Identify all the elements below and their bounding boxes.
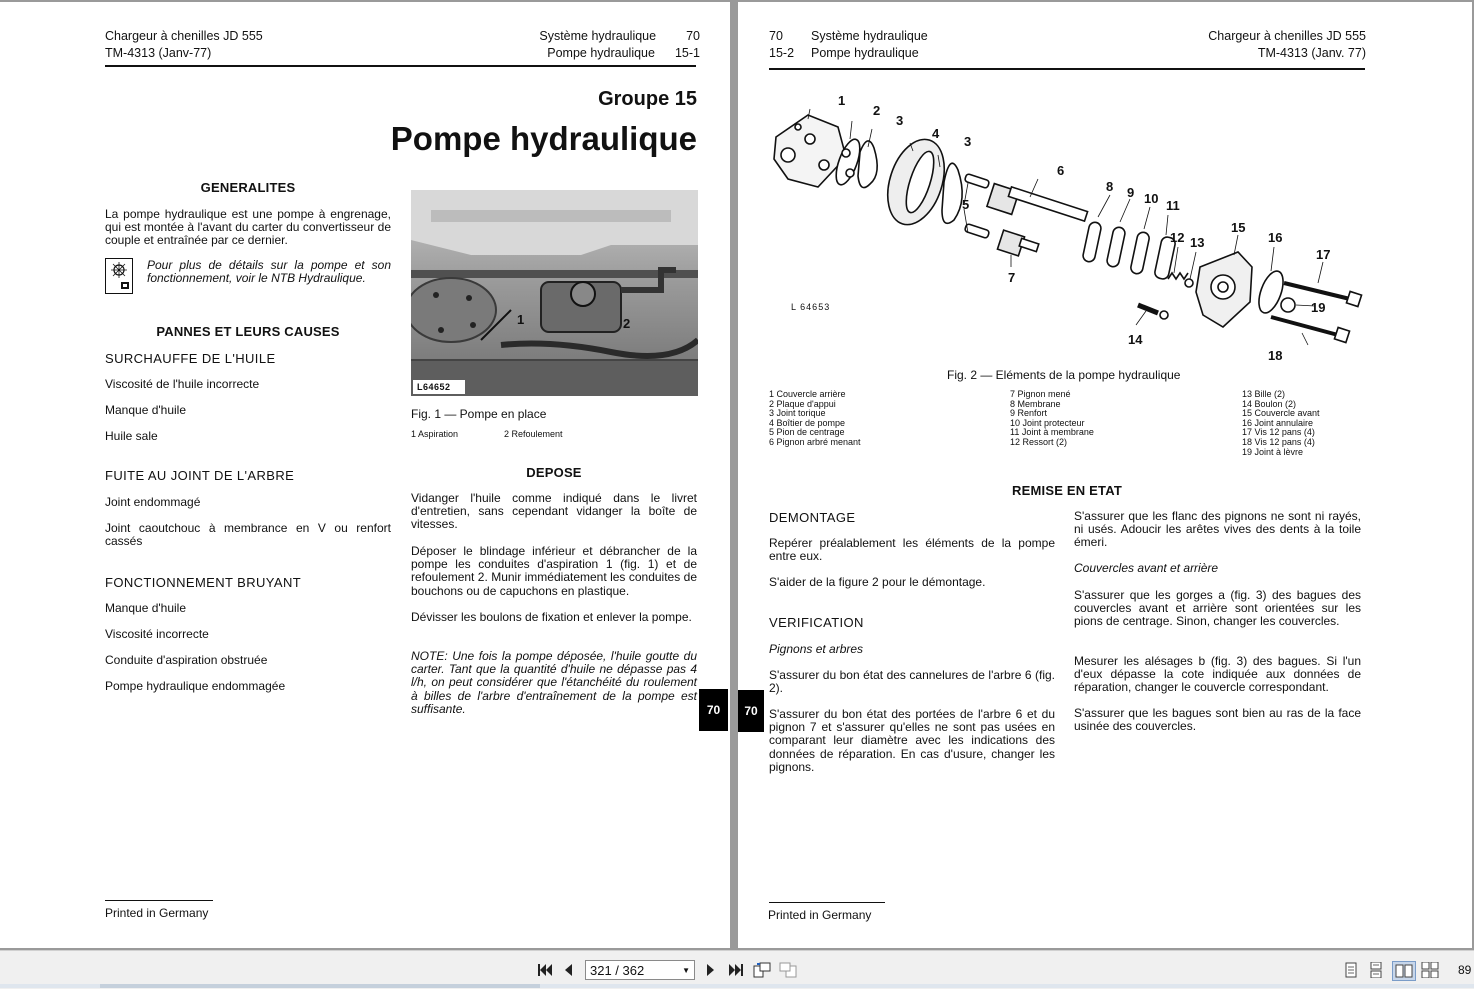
zoom-level: 89 — [1458, 963, 1472, 977]
next-page-icon[interactable] — [701, 961, 721, 979]
header-rule — [769, 68, 1365, 70]
header-title: Chargeur à chenilles JD 555 — [1208, 29, 1366, 43]
footer-text: Printed in Germany — [768, 908, 872, 922]
verification-paragraph-1: S'assurer du bon état des cannelures de l'arbre 6 (fig. 2). — [769, 668, 1055, 696]
generalites-note: Pour plus de détails sur la pompe et son fonctionnement, voir le NTB Hydraulique. — [147, 258, 391, 286]
legend-item: 6 Pignon arbré menant — [769, 436, 861, 447]
callout-label: 15 — [1231, 220, 1246, 235]
fig1-legend-2: 2 Refoulement — [504, 429, 563, 439]
legend-item: 19 Joint à lèvre — [1242, 446, 1304, 457]
prev-page-icon[interactable] — [558, 961, 578, 979]
depose-paragraph-2: Déposer le blindage inférieur et débrancher de la pompe les conduites d'aspiration 1 (fig. 1) et de refoulement 2. Munir immédiatement les conduites de bouchons ou de capuchons en plastique. — [411, 544, 697, 598]
callout-label: 7 — [1008, 270, 1016, 285]
callout-label: 2 — [873, 103, 881, 118]
callout-label: 3 — [964, 134, 972, 149]
photo-code: L64652 — [417, 382, 451, 392]
legend-item: 16 Joint annulaire — [1242, 417, 1314, 428]
legend-item: 2 Plaque d'appui — [769, 398, 836, 409]
first-page-icon[interactable] — [535, 961, 555, 979]
continuous-view-icon[interactable] — [1366, 961, 1386, 979]
header-doc-ref: TM-4313 (Janv-77) — [105, 46, 212, 60]
legend-item: 8 Membrane — [1010, 398, 1061, 409]
legend-item: 14 Boulon (2) — [1242, 398, 1297, 409]
col2-paragraph-2: S'assurer que les gorges a (fig. 3) des bagues des couvercles avant et arrière sont orientées sur les pions de centrage. Sinon, changer les couvercles. — [1074, 588, 1361, 629]
photo-callout-2: 2 — [623, 316, 631, 331]
legend-item: 18 Vis 12 pans (4) — [1242, 436, 1315, 447]
header-rule — [105, 65, 696, 67]
legend-item: 13 Bille (2) — [1242, 389, 1286, 399]
bruyant-title: FONCTIONNEMENT BRUYANT — [105, 575, 302, 590]
fig1-legend-1: 1 Aspiration — [411, 429, 459, 439]
rotate-clockwise-icon[interactable] — [752, 961, 772, 979]
header-subsection-label: Pompe hydraulique — [811, 46, 919, 60]
callout-label: 3 — [896, 113, 904, 128]
header-section-number: 70 — [686, 29, 700, 43]
list-item: Conduite d'aspiration obstruée — [105, 653, 268, 667]
callout-label: 6 — [1057, 163, 1065, 178]
list-item: Manque d'huile — [105, 601, 187, 615]
header-section-number: 70 — [769, 29, 783, 43]
demontage-title: DEMONTAGE — [769, 510, 856, 525]
fuite-title: FUITE AU JOINT DE L'ARBRE — [105, 468, 295, 483]
col2-paragraph-1: S'assurer que les flanc des pignons ne sont ni rayés, ni usés. Adoucir les arêtes vives des dents à la toile émeri. — [1074, 509, 1361, 550]
legend-item: 5 Pion de centrage — [769, 427, 845, 438]
header-left-block — [769, 28, 928, 62]
legend-item: 15 Couvercle avant — [1242, 408, 1320, 419]
left-document-page — [0, 2, 730, 948]
depose-note: NOTE: Une fois la pompe déposée, l'huile goutte du carter. Tant que la quantité d'huile ne dépasse pas 4 l/h, on peut considérer que l'étanchéité du roulement à billes de l'arbre d'entraînement de la pompe est suffisante. — [411, 649, 697, 716]
header-section-label: Système hydraulique — [811, 29, 928, 43]
callout-label: 12 — [1170, 230, 1185, 245]
legend-item: 17 Vis 12 pans (4) — [1242, 427, 1315, 438]
continuous-facing-view-icon[interactable] — [1420, 961, 1440, 979]
list-item: Manque d'huile — [105, 403, 187, 417]
callout-label: 19 — [1311, 300, 1326, 315]
callout-label: 18 — [1268, 348, 1283, 363]
pannes-heading: PANNES ET LEURS CAUSES — [156, 324, 340, 339]
pump-photo — [411, 190, 698, 396]
verification-paragraph-2: S'assurer du bon état des portées de l'arbre 6 et du pignon 7 et s'assurer qu'elles ne sont pas usées en comparant leur diamètre avec les indications des données de réparation. En cas d'usure, changer les pignons. — [769, 707, 1055, 774]
header-subsection-label: Pompe hydraulique — [547, 46, 655, 60]
horizontal-scrollbar[interactable] — [0, 984, 1474, 988]
section-tab: 70 — [738, 690, 764, 732]
rotate-counterclockwise-icon[interactable] — [778, 961, 798, 979]
header-title: Chargeur à chenilles JD 555 — [105, 29, 263, 43]
depose-heading: DEPOSE — [526, 465, 582, 480]
verification-title: VERIFICATION — [769, 615, 864, 630]
callout-label: 14 — [1128, 332, 1143, 347]
header-right-block — [1208, 28, 1366, 62]
col2-paragraph-4: S'assurer que les bagues sont bien au ras de la face usinée des couvercles. — [1074, 706, 1361, 734]
list-item: Joint endommagé — [105, 495, 201, 509]
depose-paragraph-1: Vidanger l'huile comme indiqué dans le livret d'entretien, sans cependant vidanger la boîte de vitesses. — [411, 491, 697, 532]
generalites-text: La pompe hydraulique est une pompe à engrenage, qui est montée à l'avant du carter du convertisseur de couple et entraînée par ce dernier. — [105, 207, 391, 248]
fig1-caption: Fig. 1 — Pompe en place — [411, 407, 547, 421]
verification-subtitle: Pignons et arbres — [769, 642, 864, 656]
page-title: Pompe hydraulique — [390, 120, 697, 157]
photo-callout-1: 1 — [517, 312, 525, 327]
exploded-pump-diagram — [768, 87, 1368, 367]
list-item: Viscosité incorrecte — [105, 627, 209, 641]
callout-label: 10 — [1144, 191, 1159, 206]
header-right-block — [510, 28, 700, 62]
footer-rule — [105, 900, 213, 901]
header-subsection-number: 15-1 — [674, 46, 700, 60]
footer-text: Printed in Germany — [105, 906, 209, 920]
legend-item: 9 Renfort — [1010, 408, 1048, 419]
callout-label: 9 — [1127, 185, 1135, 200]
group-heading: Groupe 15 — [598, 88, 697, 110]
col2-paragraph-3: Mesurer les alésages b (fig. 3) des bagues. Si l'un d'eux dépasse la cote indiquée aux données de réparation, changer le couvercle correspondant. — [1074, 654, 1361, 695]
callout-label: 17 — [1316, 247, 1331, 262]
surchauffe-title: SURCHAUFFE DE L'HUILE — [105, 351, 276, 366]
callout-label: 11 — [1166, 198, 1180, 213]
fig2-legend-column-3 — [1242, 390, 1320, 457]
facing-view-icon[interactable] — [1392, 961, 1416, 981]
header-section-label: Système hydraulique — [539, 29, 657, 43]
right-document-page — [738, 2, 1472, 948]
legend-item: 12 Ressort (2) — [1010, 436, 1068, 447]
depose-paragraph-3: Dévisser les boulons de fixation et enlever la pompe. — [411, 610, 692, 624]
demontage-paragraph-1: Repérer préalablement les éléments de la pompe entre eux. — [769, 536, 1055, 564]
demontage-paragraph-2: S'aider de la figure 2 pour le démontage. — [769, 575, 986, 589]
book-reference-icon — [105, 258, 133, 294]
header-subsection-number: 15-2 — [769, 46, 795, 60]
generalites-heading: GENERALITES — [200, 180, 296, 195]
legend-item: 10 Joint protecteur — [1010, 417, 1085, 428]
legend-item: 1 Couvercle arrière — [769, 389, 846, 399]
callout-label: 16 — [1268, 230, 1283, 245]
covers-subtitle: Couvercles avant et arrière — [1074, 561, 1219, 575]
header-left-block — [105, 28, 263, 62]
fig2-legend-column-1 — [769, 390, 861, 448]
callout-label: 5 — [962, 197, 970, 212]
list-item: Joint caoutchouc à membrance en V ou renfort cassés — [105, 521, 391, 549]
legend-item: 11 Joint à membrane — [1010, 427, 1094, 438]
footer-rule — [769, 902, 885, 903]
header-doc-ref: TM-4313 (Janv. 77) — [1257, 46, 1366, 60]
page-number-select[interactable] — [585, 960, 695, 980]
page-number-value: 321 / 362 — [590, 963, 645, 978]
single-page-view-icon[interactable] — [1341, 961, 1361, 979]
callout-label: 4 — [932, 126, 940, 141]
scrollbar-thumb[interactable] — [100, 984, 540, 988]
legend-item: 3 Joint torique — [769, 408, 826, 419]
callout-label: 1 — [838, 93, 846, 108]
section-tab: 70 — [699, 689, 728, 731]
list-item: Pompe hydraulique endommagée — [105, 679, 286, 693]
chevron-down-icon[interactable]: ▼ — [682, 966, 690, 975]
last-page-icon[interactable] — [726, 961, 746, 979]
figure-code: L 64653 — [791, 302, 831, 312]
fig2-caption: Fig. 2 — Eléments de la pompe hydraulique — [947, 368, 1181, 382]
callout-label: 8 — [1106, 179, 1114, 194]
legend-item: 7 Pignon mené — [1010, 389, 1071, 399]
legend-item: 4 Boîtier de pompe — [769, 417, 846, 428]
list-item: Huile sale — [105, 429, 158, 443]
fig2-legend-column-2 — [1010, 390, 1094, 448]
remise-heading: REMISE EN ETAT — [1012, 483, 1122, 498]
callout-label: 13 — [1190, 235, 1205, 250]
list-item: Viscosité de l'huile incorrecte — [105, 377, 260, 391]
